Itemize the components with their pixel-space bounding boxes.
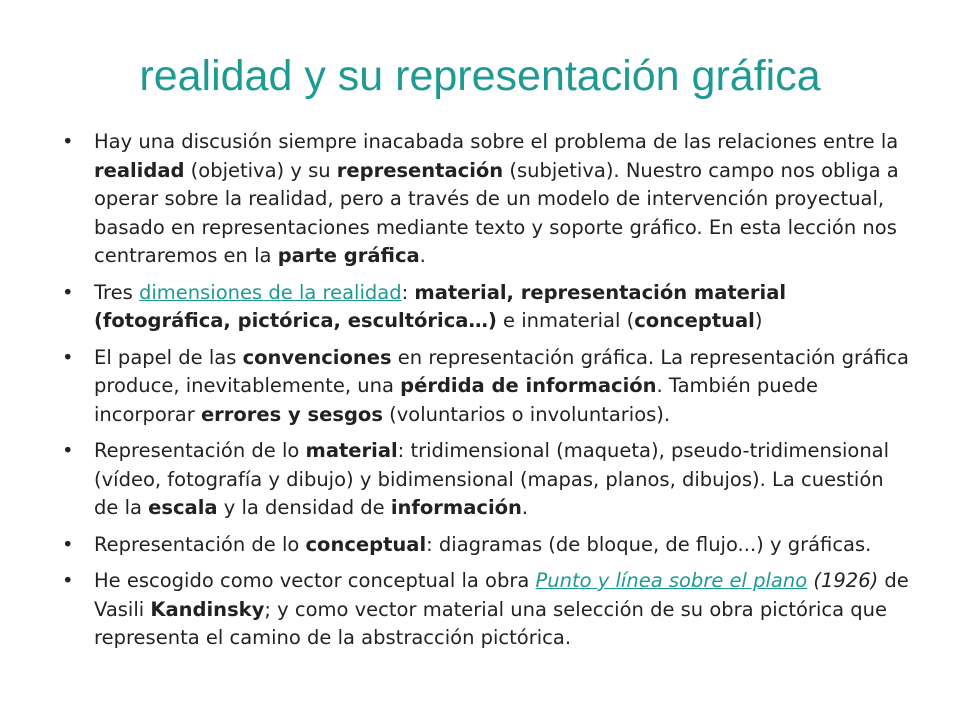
bullet-text: Tres [94, 280, 139, 304]
bold-term: pérdida de información [400, 374, 657, 397]
bullet-item-conceptual [62, 531, 912, 560]
punto-y-linea-link[interactable]: Punto y línea sobre el plano [535, 569, 808, 592]
bullet-text: e inmaterial ( [496, 309, 635, 332]
bold-term: parte gráfica [277, 244, 420, 267]
bullet-text: Representación de lo [94, 532, 306, 556]
bullet-text: . [419, 244, 426, 267]
bullet-text: El papel de las [94, 345, 243, 369]
bullet-dot-icon: • [62, 130, 74, 153]
bullet-text: en representación gráfica. La representación gráfica produce, inevitablemente, una [94, 345, 909, 397]
dimensiones-link[interactable]: dimensiones de la realidad [139, 280, 402, 304]
bullet-text: : diagramas (de bloque, de flujo...) y gráficas. [426, 532, 872, 556]
bullet-dot-icon: • [62, 345, 74, 369]
bullet-text: Hay una discusión siempre inacabada sobre el problema de las relaciones entre la [94, 130, 899, 153]
bullet-dot-icon: • [62, 532, 74, 556]
bullet-text: y la densidad de [217, 496, 391, 519]
bold-term: convenciones [242, 345, 392, 369]
year-text: (1926) [807, 569, 879, 592]
bold-term: información [390, 496, 522, 519]
bullet-dot-icon: • [62, 439, 74, 462]
bullet-text: : tridimensional (maqueta), pseudo-tridimensional (vídeo, fotografía y dibujo) y bidimensional (mapas, planos, dibujos). La cuestión de la [94, 439, 890, 519]
bullet-text: . También puede incorporar [94, 374, 819, 426]
bullet-text: de Vasili [94, 569, 909, 621]
bullet-text: : [401, 280, 415, 304]
bullet-item-material [62, 437, 912, 523]
bullet-item-dimensiones [62, 279, 912, 336]
bullet-text: ; y como vector material una selección de su obra pictórica que representa el camino de la abstracción pictórica. [94, 597, 887, 649]
bold-term: Kandinsky [150, 597, 265, 621]
slide-title: realidad y su representación gráfica [139, 52, 821, 100]
bold-term: representación [336, 158, 504, 182]
bold-term: material, representación material (fotográfica, pictórica, escultórica…) [94, 280, 787, 332]
bullet-text: (objetiva) y su [184, 158, 337, 182]
bullet-text: (subjetiva). Nuestro campo nos obliga a operar sobre la realidad, pero a través de un modelo de intervención proyectual, basado en representaciones mediante texto y soporte gráfico. En esta lección nos centraremos en la [94, 158, 899, 267]
bullet-list [62, 128, 912, 661]
bullet-dot-icon: • [62, 569, 74, 592]
bullet-text: Representación de lo [94, 439, 306, 462]
bold-term: realidad [94, 158, 185, 182]
bold-term: material [305, 439, 398, 462]
bold-term: errores y sesgos [200, 402, 383, 426]
bullet-text: ) [754, 309, 763, 332]
bullet-text: He escogido como vector conceptual la obra [94, 569, 536, 592]
bullet-dot-icon: • [62, 280, 74, 304]
bullet-item-kandinsky [62, 567, 912, 653]
bullet-text: (voluntarios o involuntarios). [382, 402, 671, 426]
bullet-item-convenciones [62, 344, 912, 430]
bold-term: conceptual [305, 532, 427, 556]
bold-term: conceptual [634, 309, 755, 332]
bold-term: escala [148, 496, 218, 519]
bullet-text: . [521, 496, 529, 519]
bullet-item-realidad [62, 128, 912, 271]
